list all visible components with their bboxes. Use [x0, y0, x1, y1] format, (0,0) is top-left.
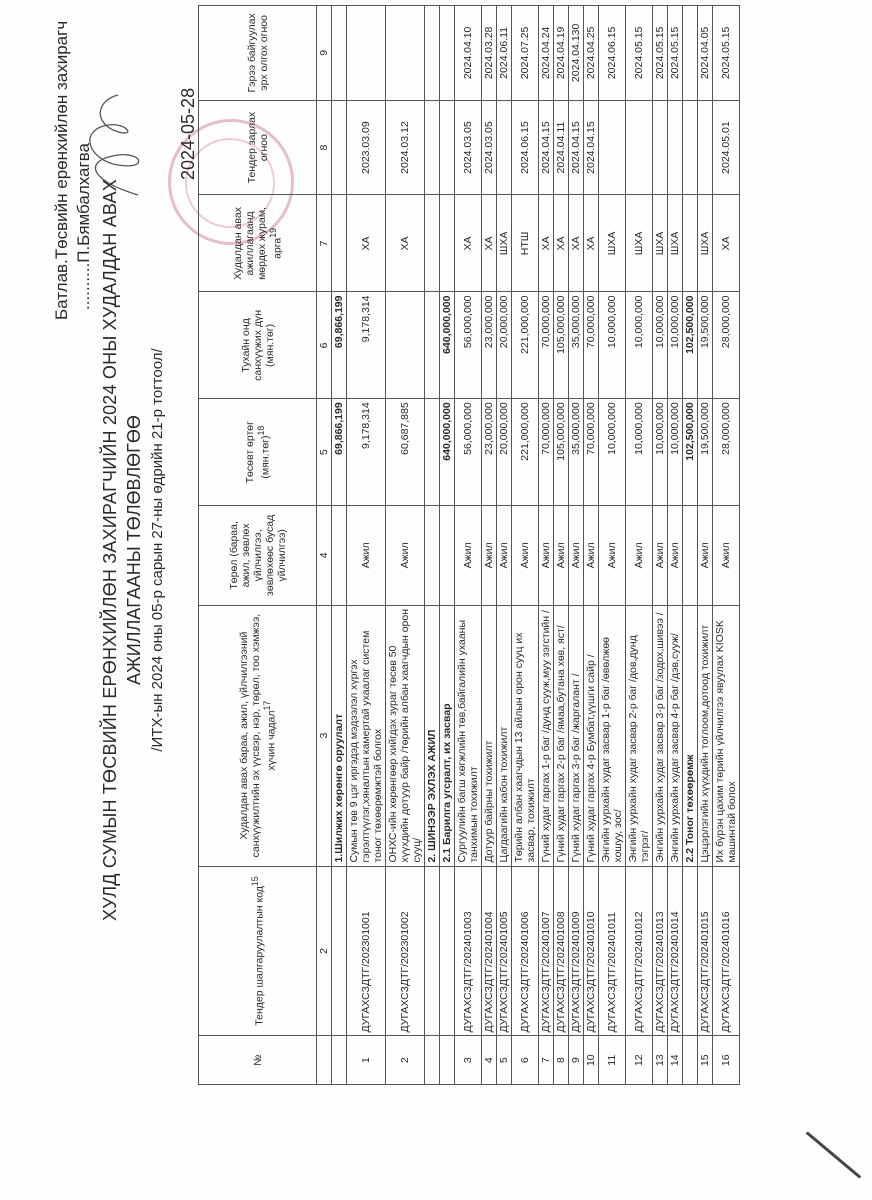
table-row	[455, 6, 482, 1085]
cell-type: Ажил	[386, 506, 425, 606]
cell-type: Ажил	[554, 506, 569, 606]
cell-method: ШХА	[599, 195, 626, 292]
cell-code: ДУГАХСЗДТГ/202401008	[554, 866, 569, 1036]
cell-code	[332, 866, 347, 1036]
colnum-cell	[317, 1036, 332, 1085]
cell-type: Ажил	[626, 506, 653, 606]
cell-tender	[425, 100, 440, 195]
cell-type: Ажил	[713, 506, 740, 606]
cell-code: ДУГАХСЗДТГ/202401012	[626, 866, 653, 1036]
cell-tender	[653, 100, 668, 195]
cell-fund: 10,000,000	[653, 292, 668, 399]
header-cell: Гэрээ байгуулах эрх олгох огноо	[199, 6, 317, 101]
cell-contract	[332, 6, 347, 101]
cell-n: 13	[653, 1036, 668, 1085]
cell-tender	[440, 100, 455, 195]
cell-name: Гүний худаг гаргах 2-р баг /ямаа,бутана хөв, яст/	[554, 605, 569, 866]
colnum-cell: 4	[317, 506, 332, 606]
cell-code	[440, 866, 455, 1036]
cell-name: Төрийн албан хаагчдын 13 айлын орон сууц их засвар, тохижилт	[512, 605, 539, 866]
cell-budget: 70,000,000	[584, 399, 599, 506]
cell-n: 14	[668, 1036, 683, 1085]
cell-contract: 2024.05.15	[713, 6, 740, 101]
cell-name: 1.Шилжих хөрөнгө оруулалт	[332, 605, 347, 866]
cell-budget: 640,000,000	[440, 399, 455, 506]
cell-type	[425, 506, 440, 606]
cell-code: ДУГАХСЗДТГ/202401003	[455, 866, 482, 1036]
cell-method: ШХА	[497, 195, 512, 292]
cell-name: Сургуулийн багш хөгжлийн төв,байгалийн ухааны танхимын тохижилт	[455, 605, 482, 866]
cell-type	[440, 506, 455, 606]
header-cell: №	[199, 1036, 317, 1085]
pen-mark	[806, 1131, 862, 1178]
cell-type	[332, 506, 347, 606]
cell-code: ДУГАХСЗДТГ/202401006	[512, 866, 539, 1036]
cell-fund: 23,000,000	[482, 292, 497, 399]
cell-code: ДУГАХСЗДТГ/202401013	[653, 866, 668, 1036]
cell-budget: 9,178,314	[347, 399, 386, 506]
cell-tender	[683, 100, 698, 195]
cell-code: ДУГАХСЗДТГ/202401009	[569, 866, 584, 1036]
cell-type: Ажил	[569, 506, 584, 606]
cell-budget: 20,000,000	[497, 399, 512, 506]
procurement-plan-table	[198, 5, 740, 1085]
table-row	[599, 6, 626, 1085]
cell-contract: 2024.05.15	[668, 6, 683, 101]
cell-name: Энгийн уурхайн худаг засвар 3-р баг /зодох,шивээ /	[653, 605, 668, 866]
cell-contract: 2024.06.15	[599, 6, 626, 101]
cell-contract: 2024.04.24	[539, 6, 554, 101]
cell-fund: 9,178,314	[347, 292, 386, 399]
colnum-cell: 7	[317, 195, 332, 292]
cell-method: ХА	[347, 195, 386, 292]
cell-budget: 28,000,000	[713, 399, 740, 506]
header-cell: Төрөл (бараа, ажил, зөвлөх үйлчилгээ, зөвлөхөөс бусад үйлчилгээ)	[199, 506, 317, 606]
cell-type: Ажил	[599, 506, 626, 606]
cell-contract	[347, 6, 386, 101]
cell-name: Гүний худаг гаргах 4-р Бумбат,үүшги сайр /	[584, 605, 599, 866]
cell-code: ДУГАХСЗДТГ/202401005	[497, 866, 512, 1036]
cell-tender: 2024.06.15	[512, 100, 539, 195]
cell-contract	[425, 6, 440, 101]
table-row	[713, 6, 740, 1085]
cell-tender: 2024.04.15	[584, 100, 599, 195]
cell-code: ДУГАХСЗДТГ/202301002	[386, 866, 425, 1036]
cell-fund: 102,500,000	[683, 292, 698, 399]
header-cell: Худалдан авах ажиллагаанд мөрдөх журам, арга$^{19}$	[199, 195, 317, 292]
cell-method: ХА	[455, 195, 482, 292]
cell-n: 7	[539, 1036, 554, 1085]
cell-name: Гүний худаг гаргах 1-р баг /дунд сууж,муу зэгстийн /	[539, 605, 554, 866]
cell-n: 16	[713, 1036, 740, 1085]
cell-contract	[386, 6, 425, 101]
cell-contract: 2024.04.130	[569, 6, 584, 101]
cell-budget: 70,000,000	[539, 399, 554, 506]
cell-name: Дотуур байрны тохижилт	[482, 605, 497, 866]
cell-n: 6	[512, 1036, 539, 1085]
cell-tender: 2024.03.05	[455, 100, 482, 195]
cell-contract: 2024.06.11	[497, 6, 512, 101]
cell-fund	[425, 292, 440, 399]
cell-tender: 2024.03.12	[386, 100, 425, 195]
cell-n: 15	[698, 1036, 713, 1085]
cell-type	[683, 506, 698, 606]
cell-contract	[440, 6, 455, 101]
cell-budget: 10,000,000	[626, 399, 653, 506]
cell-fund: 70,000,000	[584, 292, 599, 399]
doc-subtitle: /ИТХ-ын 2024 оны 05-р сарын 27-ны өдрийн 21-р тогтоол/	[149, 348, 166, 752]
cell-name: Цагдаагийн кабон тохижилт	[497, 605, 512, 866]
table-row	[539, 6, 554, 1085]
doc-date: 2024-05-28	[178, 87, 198, 180]
cell-type: Ажил	[584, 506, 599, 606]
cell-method: ХА	[713, 195, 740, 292]
cell-contract: 2024.04.10	[455, 6, 482, 101]
cell-n: 12	[626, 1036, 653, 1085]
cell-n: 3	[455, 1036, 482, 1085]
cell-contract: 2024.04.05	[698, 6, 713, 101]
cell-fund: 19,500,000	[698, 292, 713, 399]
cell-tender	[698, 100, 713, 195]
cell-budget: 10,000,000	[653, 399, 668, 506]
cell-fund: 70,000,000	[539, 292, 554, 399]
cell-type: Ажил	[482, 506, 497, 606]
cell-method	[683, 195, 698, 292]
header-cell: Төсөвт өртөг $(мян.төг)^{18}$	[199, 399, 317, 506]
column-number-row	[317, 6, 332, 1085]
cell-contract: 2024.04.25	[584, 6, 599, 101]
cell-n: 8	[554, 1036, 569, 1085]
cell-tender: 2024.03.05	[482, 100, 497, 195]
colnum-cell: 3	[317, 605, 332, 866]
cell-n	[425, 1036, 440, 1085]
cell-n: 10	[584, 1036, 599, 1085]
colnum-cell: 6	[317, 292, 332, 399]
table-row	[497, 6, 512, 1085]
cell-name: Энгийн уурхайн худаг засвар 4-р баг /дэв,сууж/	[668, 605, 683, 866]
cell-contract: 2024.04.19	[554, 6, 569, 101]
table-row	[626, 6, 653, 1085]
cell-budget: 23,000,000	[482, 399, 497, 506]
colnum-cell: 5	[317, 399, 332, 506]
approval-line: Батлав.Төсвийн ерөнхийлөн захирагч	[52, 20, 71, 320]
cell-budget: 105,000,000	[554, 399, 569, 506]
cell-type: Ажил	[668, 506, 683, 606]
section-row	[683, 6, 698, 1085]
table-row	[386, 6, 425, 1085]
table-row	[482, 6, 497, 1085]
cell-tender	[626, 100, 653, 195]
table-row	[569, 6, 584, 1085]
cell-n	[683, 1036, 698, 1085]
cell-name: 2. ШИНЭЭР ЭХЛЭХ АЖИЛ	[425, 605, 440, 866]
doc-title-line2: АЖИЛЛАГААНЫ ТӨЛӨВЛӨГӨӨ	[124, 415, 144, 685]
cell-method: ШХА	[626, 195, 653, 292]
table-row	[653, 6, 668, 1085]
section-row	[440, 6, 455, 1085]
cell-method	[332, 195, 347, 292]
cell-method: ШХА	[698, 195, 713, 292]
cell-name: 2.2 Тоног төхөөрөмж	[683, 605, 698, 866]
cell-tender	[599, 100, 626, 195]
cell-budget	[425, 399, 440, 506]
cell-tender: 2024.04.11	[554, 100, 569, 195]
cell-budget: 69,866,199	[332, 399, 347, 506]
table-row	[554, 6, 569, 1085]
cell-code: ДУГАХСЗДТГ/202401014	[668, 866, 683, 1036]
cell-n	[332, 1036, 347, 1085]
cell-code: ДУГАХСЗДТГ/202301001	[347, 866, 386, 1036]
cell-fund: 105,000,000	[554, 292, 569, 399]
cell-type: Ажил	[455, 506, 482, 606]
cell-n: 5	[497, 1036, 512, 1085]
table-row	[347, 6, 386, 1085]
cell-code	[683, 866, 698, 1036]
cell-code	[425, 866, 440, 1036]
cell-fund: 10,000,000	[626, 292, 653, 399]
cell-tender	[332, 100, 347, 195]
cell-fund: 35,000,000	[569, 292, 584, 399]
cell-contract: 2024.05.15	[626, 6, 653, 101]
cell-method: НТШ	[512, 195, 539, 292]
table-row	[584, 6, 599, 1085]
cell-code: ДУГАХСЗДТГ/202401016	[713, 866, 740, 1036]
header-cell: Тухайн онд санхүүжих дүн (мян.төг)	[199, 292, 317, 399]
cell-type: Ажил	[698, 506, 713, 606]
approver-name: ..........П.Бямбалхагва	[74, 142, 93, 310]
cell-tender: 2024.04.15	[539, 100, 554, 195]
cell-type: Ажил	[539, 506, 554, 606]
cell-code: ДУГАХСЗДТГ/202401007	[539, 866, 554, 1036]
cell-method: ХА	[569, 195, 584, 292]
cell-method: ШХА	[668, 195, 683, 292]
cell-method: ШХА	[653, 195, 668, 292]
cell-n: 9	[569, 1036, 584, 1085]
cell-fund: 221,000,000	[512, 292, 539, 399]
table-row	[668, 6, 683, 1085]
cell-tender: 2024.04.15	[569, 100, 584, 195]
cell-budget: 102,500,000	[683, 399, 698, 506]
cell-budget: 19,500,000	[698, 399, 713, 506]
cell-type: Ажил	[497, 506, 512, 606]
header-row	[199, 6, 317, 1085]
cell-fund: 28,000,000	[713, 292, 740, 399]
cell-budget: 10,000,000	[668, 399, 683, 506]
cell-code: ДУГАХСЗДТГ/202401004	[482, 866, 497, 1036]
cell-name: Энгийн уурхайн худаг засвар 2-р баг /дов,дунд тэгрэг/	[626, 605, 653, 866]
cell-tender: 2023.03.09	[347, 100, 386, 195]
doc-title: ХУЛД СУМЫН ТӨСВИЙН ЕРӨНХИЙЛӨН ЗАХИРАГЧИЙН 2024 ОНЫ ХУДАЛДАН АВАХ	[100, 179, 120, 921]
cell-type: Ажил	[512, 506, 539, 606]
section-row	[425, 6, 440, 1085]
cell-n: 4	[482, 1036, 497, 1085]
header-cell: Тендер зарлах огноо	[199, 100, 317, 195]
cell-method: ХА	[386, 195, 425, 292]
cell-contract	[683, 6, 698, 101]
cell-tender: 2024.05.01	[713, 100, 740, 195]
cell-name: Энгийн уурхайн худаг засвар 1-р баг /өвөлжөө хошуу, зос/	[599, 605, 626, 866]
cell-fund	[386, 292, 425, 399]
cell-budget: 56,000,000	[455, 399, 482, 506]
cell-fund: 640,000,000	[440, 292, 455, 399]
cell-fund: 10,000,000	[668, 292, 683, 399]
cell-n: 11	[599, 1036, 626, 1085]
table-row	[698, 6, 713, 1085]
cell-contract: 2024.07.25	[512, 6, 539, 101]
cell-method: ХА	[584, 195, 599, 292]
cell-fund: 56,000,000	[455, 292, 482, 399]
cell-type: Ажил	[347, 506, 386, 606]
colnum-cell: 8	[317, 100, 332, 195]
cell-name: ОНХС-ийн хөрөнгөөр хийгдэх зураг төсөв 50 хүүхдийн дотуур байр /төрийн албан хаагчдын орон сууц/	[386, 605, 425, 866]
cell-name: Их бүрэн цахим төрийн үйлчилгээ явуулах KIOSK машинтай болох	[713, 605, 740, 866]
table-row	[512, 6, 539, 1085]
cell-name: Сумын төв 9 цэг иргэдэд мэдээлэл хүргэх гэрэлтүүлэг,хяналтын камертай ухаалаг систем тоног төхөөрөмжтэй болгох	[347, 605, 386, 866]
cell-code: ДУГАХСЗДТГ/202401011	[599, 866, 626, 1036]
cell-budget: 10,000,000	[599, 399, 626, 506]
colnum-cell: 9	[317, 6, 332, 101]
cell-method: ХА	[554, 195, 569, 292]
cell-n: 2	[386, 1036, 425, 1085]
cell-method	[440, 195, 455, 292]
header-cell: Тендер шалгаруулалтын код$^{15}$	[199, 866, 317, 1036]
cell-budget: 35,000,000	[569, 399, 584, 506]
cell-name: Цэцэрлэгийн хүүхдийн тоглоом,дотоод тохижилт	[698, 605, 713, 866]
cell-budget: 60,687,885	[386, 399, 425, 506]
section-row	[332, 6, 347, 1085]
cell-method	[425, 195, 440, 292]
header-cell: Худалдан авах бараа, ажил, үйлчилгээний санхүүжилтийн эх үүсвэр, нэр, төрөл, тоо хэмжээ, хүчин чадал$^{17}$	[199, 605, 317, 866]
cell-method: ХА	[539, 195, 554, 292]
cell-budget: 221,000,000	[512, 399, 539, 506]
cell-code: ДУГАХСЗДТГ/202401010	[584, 866, 599, 1036]
cell-contract: 2024.05.15	[653, 6, 668, 101]
cell-fund: 10,000,000	[599, 292, 626, 399]
cell-code: ДУГАХСЗДТГ/202401015	[698, 866, 713, 1036]
cell-tender	[668, 100, 683, 195]
cell-n: 1	[347, 1036, 386, 1085]
cell-fund: 69,866,199	[332, 292, 347, 399]
colnum-cell: 2	[317, 866, 332, 1036]
cell-n	[440, 1036, 455, 1085]
cell-contract: 2024.03.28	[482, 6, 497, 101]
cell-method: ХА	[482, 195, 497, 292]
cell-name: 2.1 Барилга угсралт, их засвар	[440, 605, 455, 866]
cell-fund: 20,000,000	[497, 292, 512, 399]
cell-type: Ажил	[653, 506, 668, 606]
cell-name: Гүний худаг гаргах 3-р баг /жаргалант /	[569, 605, 584, 866]
cell-tender	[497, 100, 512, 195]
